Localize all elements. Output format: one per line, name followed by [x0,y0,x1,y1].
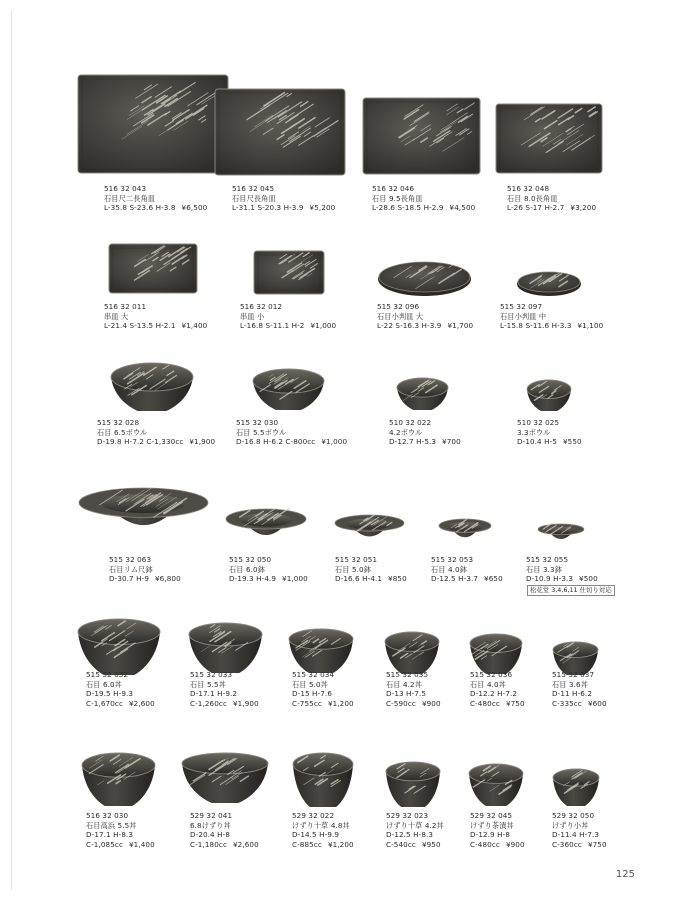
product-dimensions-price [507,203,596,213]
product-price: ¥1,400 [181,321,208,331]
product-capacity-price [552,840,607,850]
product-capacity-price [386,840,444,850]
product-image-tall-bowl [385,761,441,808]
product-dimensions: L-21.4 S-13.5 H-2.1 [104,321,176,331]
product-price: ¥2,600 [233,839,259,849]
product-dimensions-price [104,203,207,213]
product-caption [86,670,155,708]
product-dimensions: D-12.7 H-5.3 [389,437,437,447]
product-code: 529 32 041 [190,811,233,820]
product-caption [386,670,441,708]
product-image-deep-bowl [552,768,600,807]
product-dimensions-price [500,321,603,331]
product-capacity-price [552,699,607,709]
product-code: 529 32 045 [470,811,513,820]
product-caption [335,555,407,584]
product-capacity-price [386,699,441,709]
product-price: ¥4,500 [449,203,476,213]
product-code: 515 32 063 [109,555,152,564]
product-name: 石目小判皿 中 [500,311,547,321]
product-name: 串皿 小 [240,311,265,321]
product-image-deep-bowl [469,633,523,675]
product-name: 4.2ボウル [389,427,423,437]
product-name: 石目 5.5ボウル [236,427,287,437]
product-name: 石目 5.0丼 [292,679,328,689]
product-caption [517,418,582,447]
product-code: 529 32 050 [552,811,595,820]
product-caption [190,670,259,708]
product-dimensions: D-17.1 H-8.3 [86,830,134,840]
product-capacity-price [470,840,525,850]
product-dimensions: D-10.9 H-3.3 [526,574,574,584]
product-caption [232,184,335,213]
product-name: 石目小判皿 大 [377,311,424,321]
product-dimensions: D-19.5 H-9.3 [86,689,134,699]
product-dimensions: D-16.6 H-4.1 [335,574,383,584]
product-caption [372,184,475,213]
product-caption [97,418,215,447]
product-dimensions-price [109,574,181,584]
product-caption [104,302,207,331]
product-caption [104,184,207,213]
product-dimensions: D-30.7 H-9 [109,574,149,584]
product-code: 515 32 035 [386,670,429,679]
product-caption [240,302,336,331]
product-price: ¥1,200 [327,839,354,849]
product-code: 515 32 037 [552,670,595,679]
product-name: 石目 5.5丼 [190,679,226,689]
product-name: けずり十草 4.2丼 [386,820,444,830]
product-code: 515 32 096 [377,302,420,311]
product-caption [190,811,259,849]
product-image-oval-plate [377,260,472,296]
product-price: ¥900 [421,698,441,708]
product-dimensions-price [517,437,582,447]
product-dimensions: L-26 S-17 H-2.7 [507,203,565,213]
product-code: 516 32 046 [372,184,415,193]
product-code: 515 32 036 [470,670,513,679]
product-code: 515 32 055 [526,555,569,564]
product-code: 515 32 034 [292,670,335,679]
product-name: 石目尺長角皿 [232,193,276,203]
product-capacity: C-335cc [552,698,582,708]
partition-note: 松花堂 3,4,6,11 仕切り対応 [527,585,615,596]
product-dimensions: L-28.6 S-18.5 H-2.9 [372,203,444,213]
product-capacity-price [86,840,155,850]
product-dimensions: D-11 H-6.2 [552,689,592,699]
product-name: 石目 4.2丼 [386,679,422,689]
product-image-rim-bowl [334,514,405,547]
product-image-rect-plate [108,243,198,294]
product-image-rect-plate [495,103,603,174]
product-dimensions: D-15 H-7.6 [292,689,332,699]
product-name: 石目 3.3鉢 [526,564,562,574]
product-price: ¥1,400 [129,839,155,849]
product-code: 510 32 025 [517,418,560,427]
product-dimensions-price [431,574,503,584]
product-name: 6.8けずり丼 [190,820,231,830]
product-dimensions: L-35.8 S-23.6 H-3.8 [104,203,176,213]
product-dimensions-price [377,321,473,331]
product-capacity-price [190,699,259,709]
product-name: けずり茶漬丼 [470,820,514,830]
product-caption [552,670,607,708]
product-price: ¥6,500 [181,203,208,213]
product-dimensions: D-19.8 H-7.2 C-1,330cc [97,437,184,447]
product-code: 515 32 053 [431,555,474,564]
product-price: ¥600 [587,698,607,708]
product-code: 516 32 030 [86,811,129,820]
product-price: ¥1,000 [310,321,337,331]
product-price: ¥1,900 [189,437,216,447]
product-caption [507,184,596,213]
product-price: ¥1,200 [327,698,354,708]
product-caption [292,670,354,708]
product-image-rect-plate [77,74,229,174]
product-price: ¥550 [563,437,582,447]
product-name: 石目高浜 5.5丼 [86,820,137,830]
product-capacity: C-1,180cc [190,839,227,849]
product-price: ¥1,000 [282,574,308,584]
product-image-rim-bowl [78,487,209,544]
product-price: ¥6,800 [155,574,181,584]
product-image-bowl [396,377,449,411]
product-price: ¥850 [388,574,407,584]
product-caption [470,811,525,849]
product-caption [229,555,308,584]
product-image-deep-bowl [468,763,524,807]
product-caption [389,418,461,447]
product-name: けずり十草 4.8丼 [292,820,350,830]
product-image-deep-bowl [288,628,354,674]
product-dimensions-price [97,437,215,447]
product-name: 石目 5.0鉢 [335,564,371,574]
product-price: ¥1,900 [233,698,259,708]
product-capacity-price [292,699,354,709]
product-dimensions: D-12.5 H-3.7 [431,574,479,584]
product-capacity: C-1,670cc [86,698,123,708]
product-image-oval-plate [516,270,582,296]
product-code: 516 32 012 [240,302,283,311]
product-caption [526,555,598,584]
product-caption [470,670,525,708]
product-code: 515 32 032 [86,670,129,679]
product-caption [386,811,444,849]
product-code: 516 32 043 [104,184,147,193]
product-image-bowl [252,368,325,411]
product-code: 516 32 045 [232,184,275,193]
product-image-tall-bowl [292,752,354,808]
product-dimensions: D-12.9 H-8 [470,830,510,840]
product-image-bowl [526,379,572,412]
product-code: 515 32 030 [236,418,279,427]
product-capacity-price [190,840,259,850]
product-dimensions: D-16.8 H-6.2 C-800cc [236,437,316,447]
product-dimensions: D-12.5 H-8.3 [386,830,434,840]
product-dimensions: D-11.4 H-7.3 [552,830,600,840]
page-number: 125 [615,869,635,880]
product-image-rim-bowl [438,518,492,546]
product-image-deep-bowl [81,752,156,807]
product-dimensions: D-10.4 H-5 [517,437,557,447]
product-name: 石目 4.0丼 [470,679,506,689]
product-dimensions: D-14.5 H-9.9 [292,830,340,840]
product-name: 石目 6.5ボウル [97,427,148,437]
product-name: 石目 3.6丼 [552,679,588,689]
product-image-rim-bowl [225,508,307,548]
product-capacity: C-480cc [470,839,500,849]
product-code: 515 32 028 [97,418,140,427]
product-capacity-price [470,699,525,709]
product-image-deep-bowl [384,631,440,675]
product-image-deep-bowl [188,622,263,674]
product-code: 529 32 022 [292,811,335,820]
product-code: 515 32 097 [500,302,543,311]
product-code: 516 32 011 [104,302,147,311]
product-name: 石目 8.0長角皿 [507,193,558,203]
product-name: 石目リム尺鉢 [109,564,153,574]
product-dimensions-price [526,574,598,584]
product-price: ¥950 [421,839,441,849]
product-dimensions-price [240,321,336,331]
product-name: 石目 6.0鉢 [229,564,265,574]
product-dimensions-price [372,203,475,213]
product-caption [377,302,473,331]
product-dimensions: L-16.8 S-11.1 H-2 [240,321,305,331]
product-dimensions: D-12.2 H-7.2 [470,689,518,699]
product-dimensions: L-22 S-16.3 H-3.9 [377,321,442,331]
product-capacity: C-1,085cc [86,839,123,849]
product-code: 516 32 048 [507,184,550,193]
product-dimensions: D-19.3 H-4.9 [229,574,277,584]
product-name: 石目 4.0鉢 [431,564,467,574]
product-name: 串皿 大 [104,311,129,321]
product-dimensions: L-31.1 S-20.3 H-3.9 [232,203,304,213]
product-code: 515 32 051 [335,555,378,564]
product-capacity: C-480cc [470,698,500,708]
product-price: ¥750 [587,839,607,849]
product-price: ¥750 [505,698,525,708]
product-code: 529 32 023 [386,811,429,820]
product-image-rect-plate [214,88,346,176]
product-name: 石目 9.5長角皿 [372,193,423,203]
product-price: ¥3,200 [570,203,597,213]
product-name: 3.3ボウル [517,427,551,437]
product-image-rim-bowl [537,523,585,546]
product-name: 石目 6.0丼 [86,679,122,689]
product-code: 515 32 033 [190,670,233,679]
product-price: ¥900 [505,839,525,849]
product-dimensions-price [229,574,308,584]
product-price: ¥1,700 [447,321,474,331]
product-caption [109,555,181,584]
product-capacity-price [292,840,354,850]
product-image-wide-bowl [181,752,269,804]
product-dimensions: L-15.8 S-11.6 H-3.3 [500,321,572,331]
product-price: ¥1,000 [321,437,348,447]
page-edge-line [11,10,12,890]
product-dimensions: D-17.1 H-9.2 [190,689,238,699]
product-image-bowl [110,362,194,412]
product-dimensions-price [232,203,335,213]
product-caption [431,555,503,584]
product-capacity-price [86,699,155,709]
product-caption [236,418,347,447]
product-price: ¥1,100 [577,321,604,331]
product-image-rect-plate [253,250,325,295]
product-caption [292,811,354,849]
product-dimensions-price [104,321,207,331]
product-capacity: C-590cc [386,698,416,708]
product-capacity: C-885cc [292,839,322,849]
product-capacity: C-755cc [292,698,322,708]
product-dimensions-price [335,574,407,584]
product-code: 515 32 050 [229,555,272,564]
product-name: けずり小丼 [552,820,589,830]
product-caption [500,302,603,331]
product-price: ¥500 [579,574,598,584]
product-dimensions-price [236,437,347,447]
product-price: ¥700 [442,437,461,447]
product-dimensions-price [389,437,461,447]
product-image-rect-plate [362,97,481,175]
product-code: 510 32 022 [389,418,432,427]
product-dimensions: D-13 H-7.5 [386,689,426,699]
product-image-deep-bowl [77,618,161,676]
product-capacity: C-360cc [552,839,582,849]
product-price: ¥650 [484,574,503,584]
product-capacity: C-540cc [386,839,416,849]
product-capacity: C-1,260cc [190,698,227,708]
product-price: ¥2,600 [129,698,155,708]
product-caption [86,811,155,849]
product-price: ¥5,200 [309,203,336,213]
product-dimensions: D-20.4 H-8 [190,830,230,840]
product-name: 石目尺二長角皿 [104,193,156,203]
product-caption [552,811,607,849]
